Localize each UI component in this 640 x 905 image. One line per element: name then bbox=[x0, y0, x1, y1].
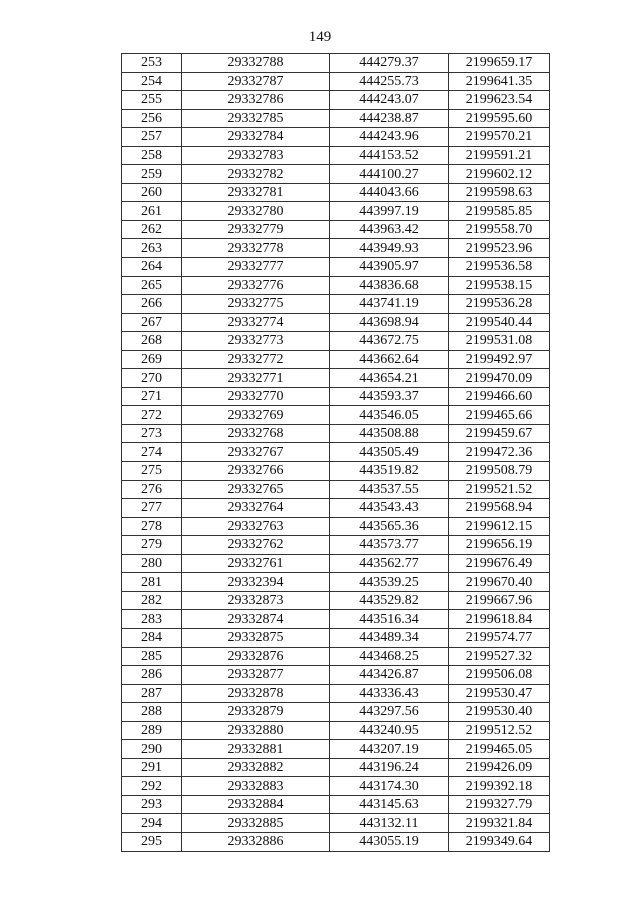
page-number: 149 bbox=[308, 29, 332, 45]
table-row bbox=[122, 72, 550, 91]
y-coordinate-cell: 2199530.47 bbox=[449, 684, 550, 703]
table-row bbox=[122, 183, 550, 202]
y-coordinate-cell: 2199656.19 bbox=[449, 536, 550, 555]
point-id-cell: 29332780 bbox=[182, 202, 330, 221]
row-index-cell: 263 bbox=[122, 239, 182, 258]
row-index-cell: 273 bbox=[122, 424, 182, 443]
y-coordinate-cell: 2199321.84 bbox=[449, 814, 550, 833]
point-id-cell: 29332785 bbox=[182, 109, 330, 128]
point-id-cell: 29332873 bbox=[182, 591, 330, 610]
y-coordinate-cell: 2199465.05 bbox=[449, 740, 550, 759]
y-coordinate-cell: 2199459.67 bbox=[449, 424, 550, 443]
x-coordinate-cell: 443519.82 bbox=[330, 462, 449, 481]
y-coordinate-cell: 2199585.85 bbox=[449, 202, 550, 221]
row-index-cell: 279 bbox=[122, 536, 182, 555]
y-coordinate-cell: 2199512.52 bbox=[449, 721, 550, 740]
table-body bbox=[122, 54, 550, 852]
x-coordinate-cell: 443654.21 bbox=[330, 369, 449, 388]
table-row bbox=[122, 499, 550, 518]
y-coordinate-cell: 2199670.40 bbox=[449, 573, 550, 592]
x-coordinate-cell: 443132.11 bbox=[330, 814, 449, 833]
x-coordinate-cell: 443336.43 bbox=[330, 684, 449, 703]
x-coordinate-cell: 443949.93 bbox=[330, 239, 449, 258]
point-id-cell: 29332782 bbox=[182, 165, 330, 184]
row-index-cell: 261 bbox=[122, 202, 182, 221]
row-index-cell: 268 bbox=[122, 332, 182, 351]
point-id-cell: 29332764 bbox=[182, 499, 330, 518]
x-coordinate-cell: 443426.87 bbox=[330, 666, 449, 685]
y-coordinate-cell: 2199506.08 bbox=[449, 666, 550, 685]
point-id-cell: 29332761 bbox=[182, 554, 330, 573]
table-row bbox=[122, 462, 550, 481]
table-row bbox=[122, 258, 550, 277]
table-row bbox=[122, 703, 550, 722]
point-id-cell: 29332776 bbox=[182, 276, 330, 295]
x-coordinate-cell: 444043.66 bbox=[330, 183, 449, 202]
table-row bbox=[122, 109, 550, 128]
x-coordinate-cell: 443543.43 bbox=[330, 499, 449, 518]
x-coordinate-cell: 443573.77 bbox=[330, 536, 449, 555]
x-coordinate-cell: 443546.05 bbox=[330, 406, 449, 425]
table-row bbox=[122, 647, 550, 666]
y-coordinate-cell: 2199531.08 bbox=[449, 332, 550, 351]
point-id-cell: 29332883 bbox=[182, 777, 330, 796]
table-row bbox=[122, 350, 550, 369]
row-index-cell: 262 bbox=[122, 220, 182, 239]
point-id-cell: 29332875 bbox=[182, 628, 330, 647]
table-row bbox=[122, 795, 550, 814]
x-coordinate-cell: 443174.30 bbox=[330, 777, 449, 796]
table-row bbox=[122, 480, 550, 499]
y-coordinate-cell: 2199540.44 bbox=[449, 313, 550, 332]
row-index-cell: 260 bbox=[122, 183, 182, 202]
row-index-cell: 281 bbox=[122, 573, 182, 592]
row-index-cell: 274 bbox=[122, 443, 182, 462]
table-row bbox=[122, 628, 550, 647]
row-index-cell: 267 bbox=[122, 313, 182, 332]
x-coordinate-cell: 443565.36 bbox=[330, 517, 449, 536]
y-coordinate-cell: 2199595.60 bbox=[449, 109, 550, 128]
row-index-cell: 270 bbox=[122, 369, 182, 388]
y-coordinate-cell: 2199465.66 bbox=[449, 406, 550, 425]
row-index-cell: 294 bbox=[122, 814, 182, 833]
point-id-cell: 29332774 bbox=[182, 313, 330, 332]
y-coordinate-cell: 2199602.12 bbox=[449, 165, 550, 184]
point-id-cell: 29332777 bbox=[182, 258, 330, 277]
point-id-cell: 29332766 bbox=[182, 462, 330, 481]
row-index-cell: 253 bbox=[122, 54, 182, 73]
table-row bbox=[122, 146, 550, 165]
x-coordinate-cell: 443593.37 bbox=[330, 387, 449, 406]
y-coordinate-cell: 2199612.15 bbox=[449, 517, 550, 536]
x-coordinate-cell: 443516.34 bbox=[330, 610, 449, 629]
x-coordinate-cell: 443905.97 bbox=[330, 258, 449, 277]
table-row bbox=[122, 666, 550, 685]
x-coordinate-cell: 443055.19 bbox=[330, 832, 449, 851]
x-coordinate-cell: 444255.73 bbox=[330, 72, 449, 91]
row-index-cell: 285 bbox=[122, 647, 182, 666]
table-row bbox=[122, 276, 550, 295]
y-coordinate-cell: 2199676.49 bbox=[449, 554, 550, 573]
x-coordinate-cell: 443196.24 bbox=[330, 758, 449, 777]
row-index-cell: 271 bbox=[122, 387, 182, 406]
x-coordinate-cell: 443741.19 bbox=[330, 295, 449, 314]
table-row bbox=[122, 517, 550, 536]
row-index-cell: 283 bbox=[122, 610, 182, 629]
point-id-cell: 29332787 bbox=[182, 72, 330, 91]
table-row bbox=[122, 220, 550, 239]
point-id-cell: 29332768 bbox=[182, 424, 330, 443]
row-index-cell: 272 bbox=[122, 406, 182, 425]
x-coordinate-cell: 443562.77 bbox=[330, 554, 449, 573]
point-id-cell: 29332881 bbox=[182, 740, 330, 759]
point-id-cell: 29332779 bbox=[182, 220, 330, 239]
table-row bbox=[122, 202, 550, 221]
y-coordinate-cell: 2199574.77 bbox=[449, 628, 550, 647]
table-row bbox=[122, 610, 550, 629]
point-id-cell: 29332765 bbox=[182, 480, 330, 499]
y-coordinate-cell: 2199623.54 bbox=[449, 91, 550, 110]
row-index-cell: 291 bbox=[122, 758, 182, 777]
point-id-cell: 29332882 bbox=[182, 758, 330, 777]
point-id-cell: 29332788 bbox=[182, 54, 330, 73]
table-row bbox=[122, 424, 550, 443]
y-coordinate-cell: 2199470.09 bbox=[449, 369, 550, 388]
y-coordinate-cell: 2199527.32 bbox=[449, 647, 550, 666]
x-coordinate-cell: 444100.27 bbox=[330, 165, 449, 184]
coordinates-table bbox=[121, 53, 550, 852]
table-row bbox=[122, 332, 550, 351]
row-index-cell: 266 bbox=[122, 295, 182, 314]
point-id-cell: 29332775 bbox=[182, 295, 330, 314]
table-row bbox=[122, 165, 550, 184]
table-row bbox=[122, 573, 550, 592]
x-coordinate-cell: 443997.19 bbox=[330, 202, 449, 221]
table-row bbox=[122, 54, 550, 73]
table-row bbox=[122, 369, 550, 388]
row-index-cell: 278 bbox=[122, 517, 182, 536]
row-index-cell: 269 bbox=[122, 350, 182, 369]
row-index-cell: 295 bbox=[122, 832, 182, 851]
row-index-cell: 275 bbox=[122, 462, 182, 481]
row-index-cell: 288 bbox=[122, 703, 182, 722]
y-coordinate-cell: 2199591.21 bbox=[449, 146, 550, 165]
table-row bbox=[122, 814, 550, 833]
y-coordinate-cell: 2199530.40 bbox=[449, 703, 550, 722]
row-index-cell: 282 bbox=[122, 591, 182, 610]
x-coordinate-cell: 444238.87 bbox=[330, 109, 449, 128]
point-id-cell: 29332877 bbox=[182, 666, 330, 685]
y-coordinate-cell: 2199558.70 bbox=[449, 220, 550, 239]
y-coordinate-cell: 2199508.79 bbox=[449, 462, 550, 481]
y-coordinate-cell: 2199492.97 bbox=[449, 350, 550, 369]
table-row bbox=[122, 443, 550, 462]
y-coordinate-cell: 2199667.96 bbox=[449, 591, 550, 610]
y-coordinate-cell: 2199641.35 bbox=[449, 72, 550, 91]
x-coordinate-cell: 444243.07 bbox=[330, 91, 449, 110]
row-index-cell: 293 bbox=[122, 795, 182, 814]
row-index-cell: 254 bbox=[122, 72, 182, 91]
y-coordinate-cell: 2199536.28 bbox=[449, 295, 550, 314]
row-index-cell: 264 bbox=[122, 258, 182, 277]
y-coordinate-cell: 2199327.79 bbox=[449, 795, 550, 814]
row-index-cell: 258 bbox=[122, 146, 182, 165]
point-id-cell: 29332770 bbox=[182, 387, 330, 406]
row-index-cell: 286 bbox=[122, 666, 182, 685]
table-row bbox=[122, 591, 550, 610]
table-row bbox=[122, 536, 550, 555]
point-id-cell: 29332763 bbox=[182, 517, 330, 536]
point-id-cell: 29332885 bbox=[182, 814, 330, 833]
row-index-cell: 284 bbox=[122, 628, 182, 647]
x-coordinate-cell: 443672.75 bbox=[330, 332, 449, 351]
point-id-cell: 29332784 bbox=[182, 128, 330, 147]
y-coordinate-cell: 2199521.52 bbox=[449, 480, 550, 499]
table-row bbox=[122, 832, 550, 851]
point-id-cell: 29332786 bbox=[182, 91, 330, 110]
table-row bbox=[122, 406, 550, 425]
y-coordinate-cell: 2199536.58 bbox=[449, 258, 550, 277]
row-index-cell: 277 bbox=[122, 499, 182, 518]
point-id-cell: 29332772 bbox=[182, 350, 330, 369]
table-row bbox=[122, 721, 550, 740]
x-coordinate-cell: 444279.37 bbox=[330, 54, 449, 73]
y-coordinate-cell: 2199472.36 bbox=[449, 443, 550, 462]
table-row bbox=[122, 239, 550, 258]
table-row bbox=[122, 684, 550, 703]
x-coordinate-cell: 444153.52 bbox=[330, 146, 449, 165]
point-id-cell: 29332767 bbox=[182, 443, 330, 462]
y-coordinate-cell: 2199598.63 bbox=[449, 183, 550, 202]
point-id-cell: 29332769 bbox=[182, 406, 330, 425]
row-index-cell: 265 bbox=[122, 276, 182, 295]
point-id-cell: 29332773 bbox=[182, 332, 330, 351]
y-coordinate-cell: 2199538.15 bbox=[449, 276, 550, 295]
y-coordinate-cell: 2199349.64 bbox=[449, 832, 550, 851]
point-id-cell: 29332394 bbox=[182, 573, 330, 592]
table-row bbox=[122, 295, 550, 314]
point-id-cell: 29332783 bbox=[182, 146, 330, 165]
y-coordinate-cell: 2199568.94 bbox=[449, 499, 550, 518]
y-coordinate-cell: 2199466.60 bbox=[449, 387, 550, 406]
x-coordinate-cell: 443207.19 bbox=[330, 740, 449, 759]
row-index-cell: 255 bbox=[122, 91, 182, 110]
x-coordinate-cell: 443468.25 bbox=[330, 647, 449, 666]
row-index-cell: 287 bbox=[122, 684, 182, 703]
row-index-cell: 280 bbox=[122, 554, 182, 573]
point-id-cell: 29332876 bbox=[182, 647, 330, 666]
point-id-cell: 29332880 bbox=[182, 721, 330, 740]
row-index-cell: 290 bbox=[122, 740, 182, 759]
table-row bbox=[122, 128, 550, 147]
x-coordinate-cell: 443145.63 bbox=[330, 795, 449, 814]
point-id-cell: 29332878 bbox=[182, 684, 330, 703]
x-coordinate-cell: 443529.82 bbox=[330, 591, 449, 610]
x-coordinate-cell: 443662.64 bbox=[330, 350, 449, 369]
x-coordinate-cell: 443505.49 bbox=[330, 443, 449, 462]
point-id-cell: 29332771 bbox=[182, 369, 330, 388]
y-coordinate-cell: 2199618.84 bbox=[449, 610, 550, 629]
x-coordinate-cell: 443698.94 bbox=[330, 313, 449, 332]
x-coordinate-cell: 443489.34 bbox=[330, 628, 449, 647]
x-coordinate-cell: 443539.25 bbox=[330, 573, 449, 592]
table-row bbox=[122, 313, 550, 332]
y-coordinate-cell: 2199659.17 bbox=[449, 54, 550, 73]
x-coordinate-cell: 444243.96 bbox=[330, 128, 449, 147]
y-coordinate-cell: 2199570.21 bbox=[449, 128, 550, 147]
point-id-cell: 29332781 bbox=[182, 183, 330, 202]
table-row bbox=[122, 740, 550, 759]
row-index-cell: 292 bbox=[122, 777, 182, 796]
y-coordinate-cell: 2199392.18 bbox=[449, 777, 550, 796]
point-id-cell: 29332874 bbox=[182, 610, 330, 629]
x-coordinate-cell: 443537.55 bbox=[330, 480, 449, 499]
point-id-cell: 29332762 bbox=[182, 536, 330, 555]
table-row bbox=[122, 387, 550, 406]
y-coordinate-cell: 2199523.96 bbox=[449, 239, 550, 258]
x-coordinate-cell: 443836.68 bbox=[330, 276, 449, 295]
row-index-cell: 259 bbox=[122, 165, 182, 184]
table-row bbox=[122, 777, 550, 796]
point-id-cell: 29332884 bbox=[182, 795, 330, 814]
x-coordinate-cell: 443963.42 bbox=[330, 220, 449, 239]
point-id-cell: 29332778 bbox=[182, 239, 330, 258]
table-row bbox=[122, 758, 550, 777]
point-id-cell: 29332886 bbox=[182, 832, 330, 851]
y-coordinate-cell: 2199426.09 bbox=[449, 758, 550, 777]
point-id-cell: 29332879 bbox=[182, 703, 330, 722]
x-coordinate-cell: 443508.88 bbox=[330, 424, 449, 443]
row-index-cell: 257 bbox=[122, 128, 182, 147]
row-index-cell: 276 bbox=[122, 480, 182, 499]
x-coordinate-cell: 443240.95 bbox=[330, 721, 449, 740]
x-coordinate-cell: 443297.56 bbox=[330, 703, 449, 722]
table-row bbox=[122, 554, 550, 573]
table-row bbox=[122, 91, 550, 110]
row-index-cell: 256 bbox=[122, 109, 182, 128]
row-index-cell: 289 bbox=[122, 721, 182, 740]
